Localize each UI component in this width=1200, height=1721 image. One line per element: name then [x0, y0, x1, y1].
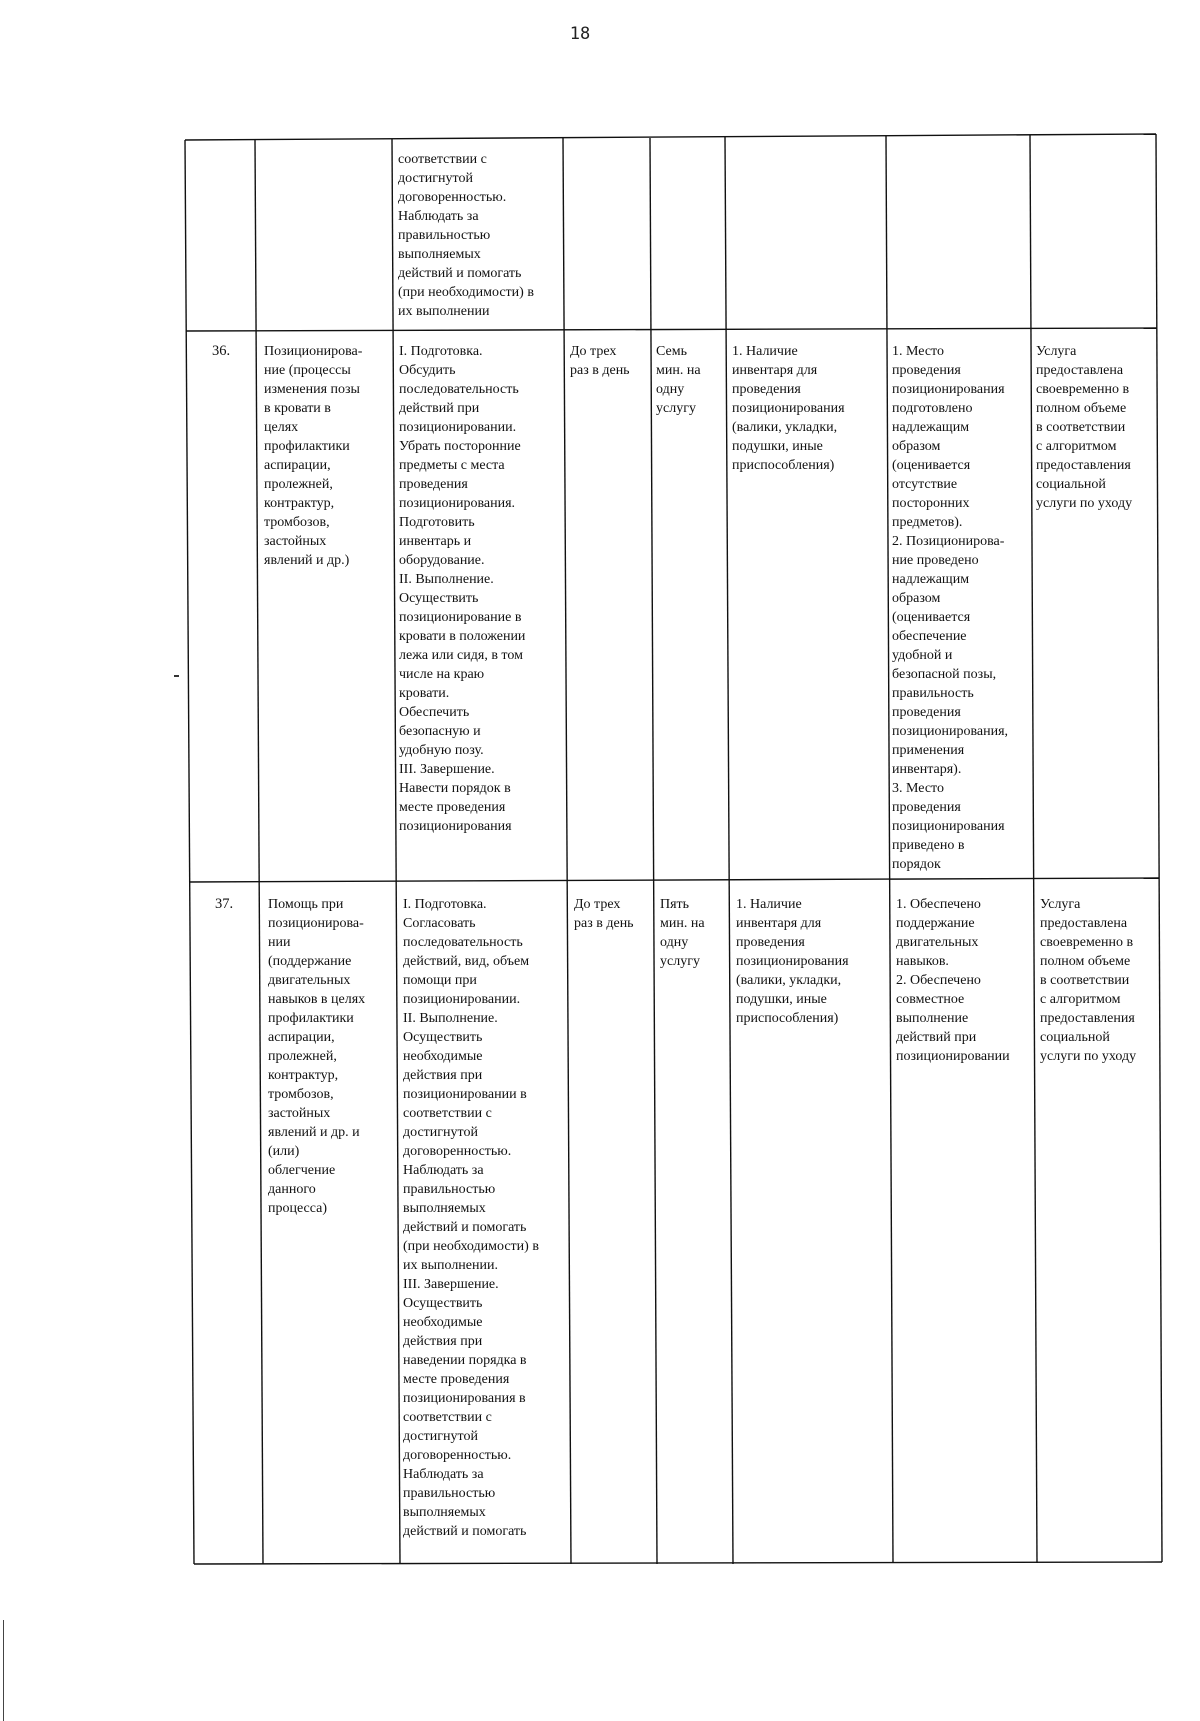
- service-name-cell: Позиционирова- ние (процессы изменения позы в кровати в целях профилактики аспирации, пролежней, контрактур, тромбозов, застойных явлений и др.): [264, 344, 363, 568]
- result-cell: Услуга предоставлена своевременно в полном объеме в соответствии с алгоритмом предоставления социальной услуги по уходу: [1040, 897, 1137, 1064]
- time-norm-cell: Пять мин. на одну услугу: [660, 897, 705, 969]
- page-number: 18: [569, 24, 591, 44]
- frequency-cell: До трех раз в день: [574, 897, 634, 931]
- conditions-cell: 1. Наличие инвентаря для проведения позиционирования (валики, укладки, подушки, иные приспособления): [732, 344, 845, 473]
- continuation-procedure-cell: соответствии с достигнутой договоренностью. Наблюдать за правильностью выполняемых действий и помогать (при необходимости) в их выполнении: [398, 152, 534, 319]
- frequency-cell: До трех раз в день: [570, 344, 630, 378]
- service-name-cell: Помощь при позиционирова- нии (поддержание двигательных навыков в целях профилактики аспирации, пролежней, контрактур, тромбозов, застойных явлений и др. и (или) облегчение данного процесса): [268, 897, 366, 1216]
- scan-artifact-mark: [174, 675, 179, 677]
- time-norm-cell: Семь мин. на одну услугу: [656, 344, 701, 416]
- row-number: 36.: [212, 343, 231, 359]
- procedure-cell: I. Подготовка. Согласовать последовательность действий, вид, объем помощи при позиционировании. II. Выполнение. Осуществить необходимые действия при позиционировании в соответствии с достигнутой договоренностью. Наблюдать за правильностью выполняемых действий и помогать (при необходимости) в их выполнении. III. Завершение. Осуществить необходимые действия при наведении порядка в месте проведения позиционирования в соответствии с достигнутой договоренностью. Наблюдать за правильностью выполняемых действий и помогать: [403, 897, 539, 1539]
- conditions-cell: 1. Наличие инвентаря для проведения позиционирования (валики, укладки, подушки, иные приспособления): [736, 897, 849, 1026]
- row-number: 37.: [215, 896, 234, 912]
- procedure-cell: I. Подготовка. Обсудить последовательность действий при позиционировании. Убрать посторонние предметы с места проведения позиционирования. Подготовить инвентарь и оборудование. II. Выполнение. Осуществить позиционирование в кровати в положении лежа или сидя, в том числе на краю кровати. Обеспечить безопасную и удобную позу. III. Завершение. Навести порядок в месте проведения позиционирования: [399, 344, 526, 834]
- scan-edge-line: [3, 1620, 4, 1721]
- quality-criteria-cell: 1. Место проведения позиционирования подготовлено надлежащим образом (оценивается отсутствие посторонних предметов). 2. Позиционирова- ние проведено надлежащим образом (оценивается обеспечение удобной и безопасной позы, правильность проведения позиционирования, применения инвентаря). 3. Место проведения позиционирования приведено в порядок: [892, 344, 1009, 872]
- result-cell: Услуга предоставлена своевременно в полном объеме в соответствии с алгоритмом предоставления социальной услуги по уходу: [1036, 344, 1133, 511]
- quality-criteria-cell: 1. Обеспечено поддержание двигательных навыков. 2. Обеспечено совместное выполнение действий при позиционировании: [896, 897, 1010, 1064]
